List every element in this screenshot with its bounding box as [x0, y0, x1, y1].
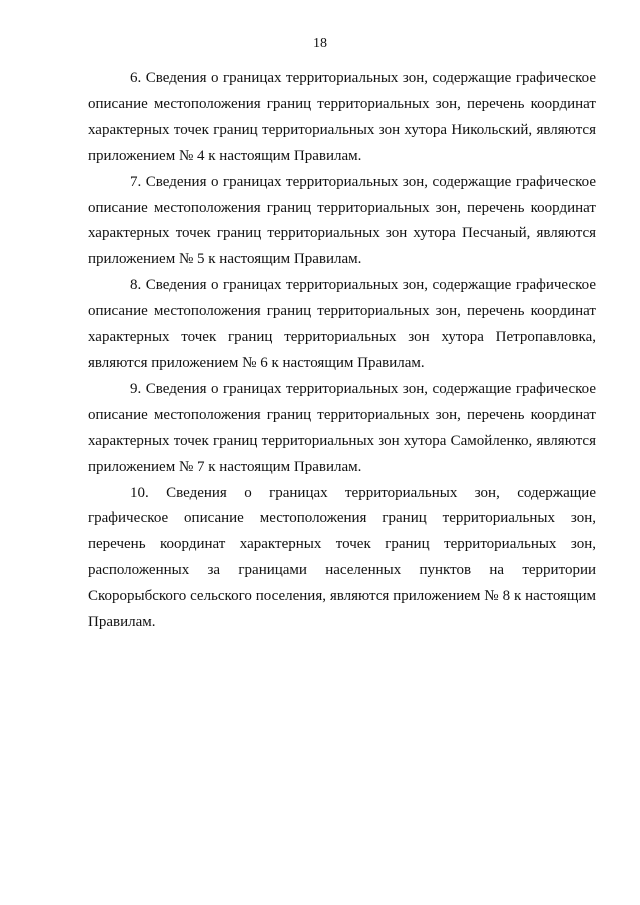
paragraph-7: 7. Сведения о границах территориальных зон, содержащие графическое описание местоположения границ территориальных зон, перечень координат характерных точек границ территориальных зон хутора Песчаный, являются приложением № 5 к настоящим Правилам. — [88, 173, 596, 268]
paragraph-10: 10. Сведения о границах территориальных зон, содержащие графическое описание местоположения границ территориальных зон, перечень координат характерных точек границ территориальных зон, расположенных за границами населенных пунктов на территории Скорорыбского сельского поселения, являются приложением № 8 к настоящим Правилам. — [88, 484, 596, 631]
paragraph-8: 8. Сведения о границах территориальных зон, содержащие графическое описание местоположения границ территориальных зон, перечень координат характерных точек границ территориальных зон хутора Петропавловка, являются приложением № 6 к настоящим Правилам. — [88, 277, 596, 371]
paragraph-6: 6. Сведения о границах территориальных зон, содержащие графическое описание местоположения границ территориальных зон, перечень координат характерных точек границ территориальных зон хутора Никольский, являются приложением № 4 к настоящим Правилам. — [88, 70, 596, 164]
page-number: 18 — [313, 36, 327, 51]
document-body — [88, 66, 596, 636]
paragraph-9: 9. Сведения о границах территориальных зон, содержащие графическое описание местоположения границ территориальных зон, перечень координат характерных точек границ территориальных зон хутора Самойленко, являются приложением № 7 к настоящим Правилам. — [88, 380, 596, 475]
